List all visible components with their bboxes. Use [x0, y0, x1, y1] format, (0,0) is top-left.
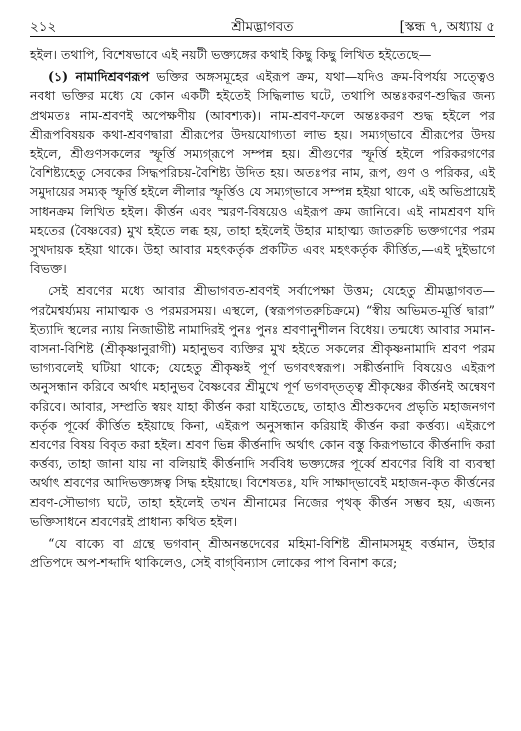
paragraph [30, 281, 495, 531]
paragraph [30, 534, 495, 572]
paragraph-heading: (১) নামাদিশ্রবণরূপ [48, 69, 150, 85]
paragraph-text: হইল। তথাপি, বিশেষভাবে এই নয়টী ভক্ত্যঙ্গের কথাই কিছু কিছু লিখিত হইতেছে— [30, 47, 432, 62]
paragraph-text: সেই শ্রবণের মধ্যে আবার শ্রীভাগবত-শ্রবণই সর্বাপেক্ষা উত্তম; যেহেতু শ্রীমদ্ভাগবত—পরমৈশ্বর্য্যময় নামাত্মক ও পরমরসময়। এস্থলে, (স্বরূপগতরুচিক্রমে) “স্বীয় অভিমত-মূর্ত্তি দ্বারা” ইত্যাদি স্থলের ন্যায় নিজাভীষ্ট নামাদিরই পুনঃ পুনঃ শ্রবণানুশীলন বিধেয়। তন্মধ্যে আবার সমান-বাসনা-বিশিষ্ট (শ্রীকৃষ্ণানুরাগী) মহানুভব ব্যক্তির মুখ হইতে সকলের শ্রীকৃষ্ণনামাদি শ্রবণ পরম ভাগ্যবলেই ঘটিয়া থাকে; যেহেতু শ্রীকৃষ্ণই পূর্ণ ভগবৎস্বরূপ। সঙ্কীর্ত্তনাদি বিষয়েও এইরূপ অনুসন্ধান করিবে অর্থাৎ মহানুভব বৈষ্ণবের শ্রীমুখে পূর্ণ ভগবদ্‌তত্ত্ব শ্রীকৃষ্ণের কীর্ত্তনই অন্বেষণ করিবে। আবার, সম্প্রতি স্বয়ং যাহা কীর্ত্তন করা যাইতেছে, তাহাও শ্রীশুকদেব প্রভৃতি মহাজনগণ কর্তৃক পূর্ব্বে কীর্ত্তিত হইয়াছে কিনা, এইরূপ অনুসন্ধান করিয়াই কীর্ত্তন করা কর্ত্তব্য। এইরূপে শ্রবণের বিষয় বিবৃত করা হইল। শ্রবণ ভিন্ন কীর্ত্তনাদি অর্থাৎ কোন বস্তু কিরূপভাবে কীর্ত্তনাদি করা কর্ত্তব্য, তাহা জানা যায় না বলিয়াই কীর্ত্তনাদি সর্ববিধ ভক্ত্যঙ্গের পূর্ব্বে শ্রবণের বিধি বা ব্যবস্থা অর্থাৎ শ্রবণের আদিভক্ত্যঙ্গত্ব সিদ্ধ হইয়াছে। বিশেষতঃ, যদি সাক্ষাদ্‌ভাবেই মহাজন-কৃত কীর্ত্তনের শ্রবণ-সৌভাগ্য ঘটে, তাহা হইলেই তখন শ্রীনামের নিজের পৃথক্‌ কীর্ত্তন সম্ভব হয়, এজন্য ভক্তিসাধনে শ্রবণেরই প্রাধান্য কথিত হইল। [30, 283, 495, 529]
running-title: শ্রীমদ্ভাগবত [231, 19, 294, 35]
page-body [30, 45, 495, 572]
page-header [30, 12, 495, 34]
paragraph-text: ভক্তির অঙ্গসমূহের এইরূপ ক্রম, যথা—যদিও ক্রম-বিপর্যয় সত্ত্বেও নবধা ভক্তির মধ্যে যে কোন একটী হইতেই সিদ্ধিলাভ ঘটে, তথাপি অন্তঃকরণ-শুদ্ধির জন্য প্রথমতঃ নাম-শ্রবণই অপেক্ষণীয় (আবশ্যক)। নাম-শ্রবণ-ফলে অন্তঃকরণ শুদ্ধ হইলে পর শ্রীরূপবিষয়ক কথা-শ্রবণদ্বারা শ্রীরূপের উদয়যোগ্যতা লাভ হয়। সম্যগ্‌ভাবে শ্রীরূপের উদয় হইলে, শ্রীগুণসকলের স্ফূর্ত্তি সম্যগ্‌রূপে সম্পন্ন হয়। শ্রীগুণের স্ফূর্ত্তি হইলে পরিকরগণের বৈশিষ্ট্যহেতু সেবকের সিদ্ধপরিচয়-বৈশিষ্ট্য উদিত হয়। অতঃপর নাম, রূপ, গুণ ও পরিকর, এই সমুদায়ের সম্যক্‌ স্ফূর্ত্তি হইলে লীলার স্ফূর্ত্তিও যে সম্যগ্‌ভাবে সম্পন্ন হইয়া থাকে, এই অভিপ্রায়েই সাধনক্রম লিখিত হইল। কীর্ত্তন এবং স্মরণ-বিষয়েও এইরূপ ক্রম জানিবে। এই নামশ্রবণ যদি মহতের (বৈষ্ণবের) মুখ হইতে লব্ধ হয়, তাহা হইলেই উহার মাহাত্ম্য জাতরুচি ভক্তগণের পরম সুখদায়ক হইয়া থাকে। উহা আবার মহৎকর্তৃক প্রকটিত এবং মহৎকর্তৃক কীর্ত্তিত,—এই দুইভাগে বিভক্ত। [30, 69, 495, 277]
paragraph [30, 45, 495, 64]
page-number: ২১২ [30, 19, 57, 35]
paragraph-text: “যে বাক্যে বা গ্রন্থে ভগবান্‌ শ্রীঅনন্তদেবের মহিমা-বিশিষ্ট শ্রীনামসমূহ বর্ত্তমান, উহার প্রতিপদে অপ-শব্দাদি থাকিলেও, সেই বাগ্‌বিন্যাস লোকের পাপ বিনাশ করে; [30, 536, 495, 571]
paragraph [30, 67, 495, 278]
section-reference: [স্কন্ধ ৭, অধ্যায় ৫ [399, 19, 495, 35]
